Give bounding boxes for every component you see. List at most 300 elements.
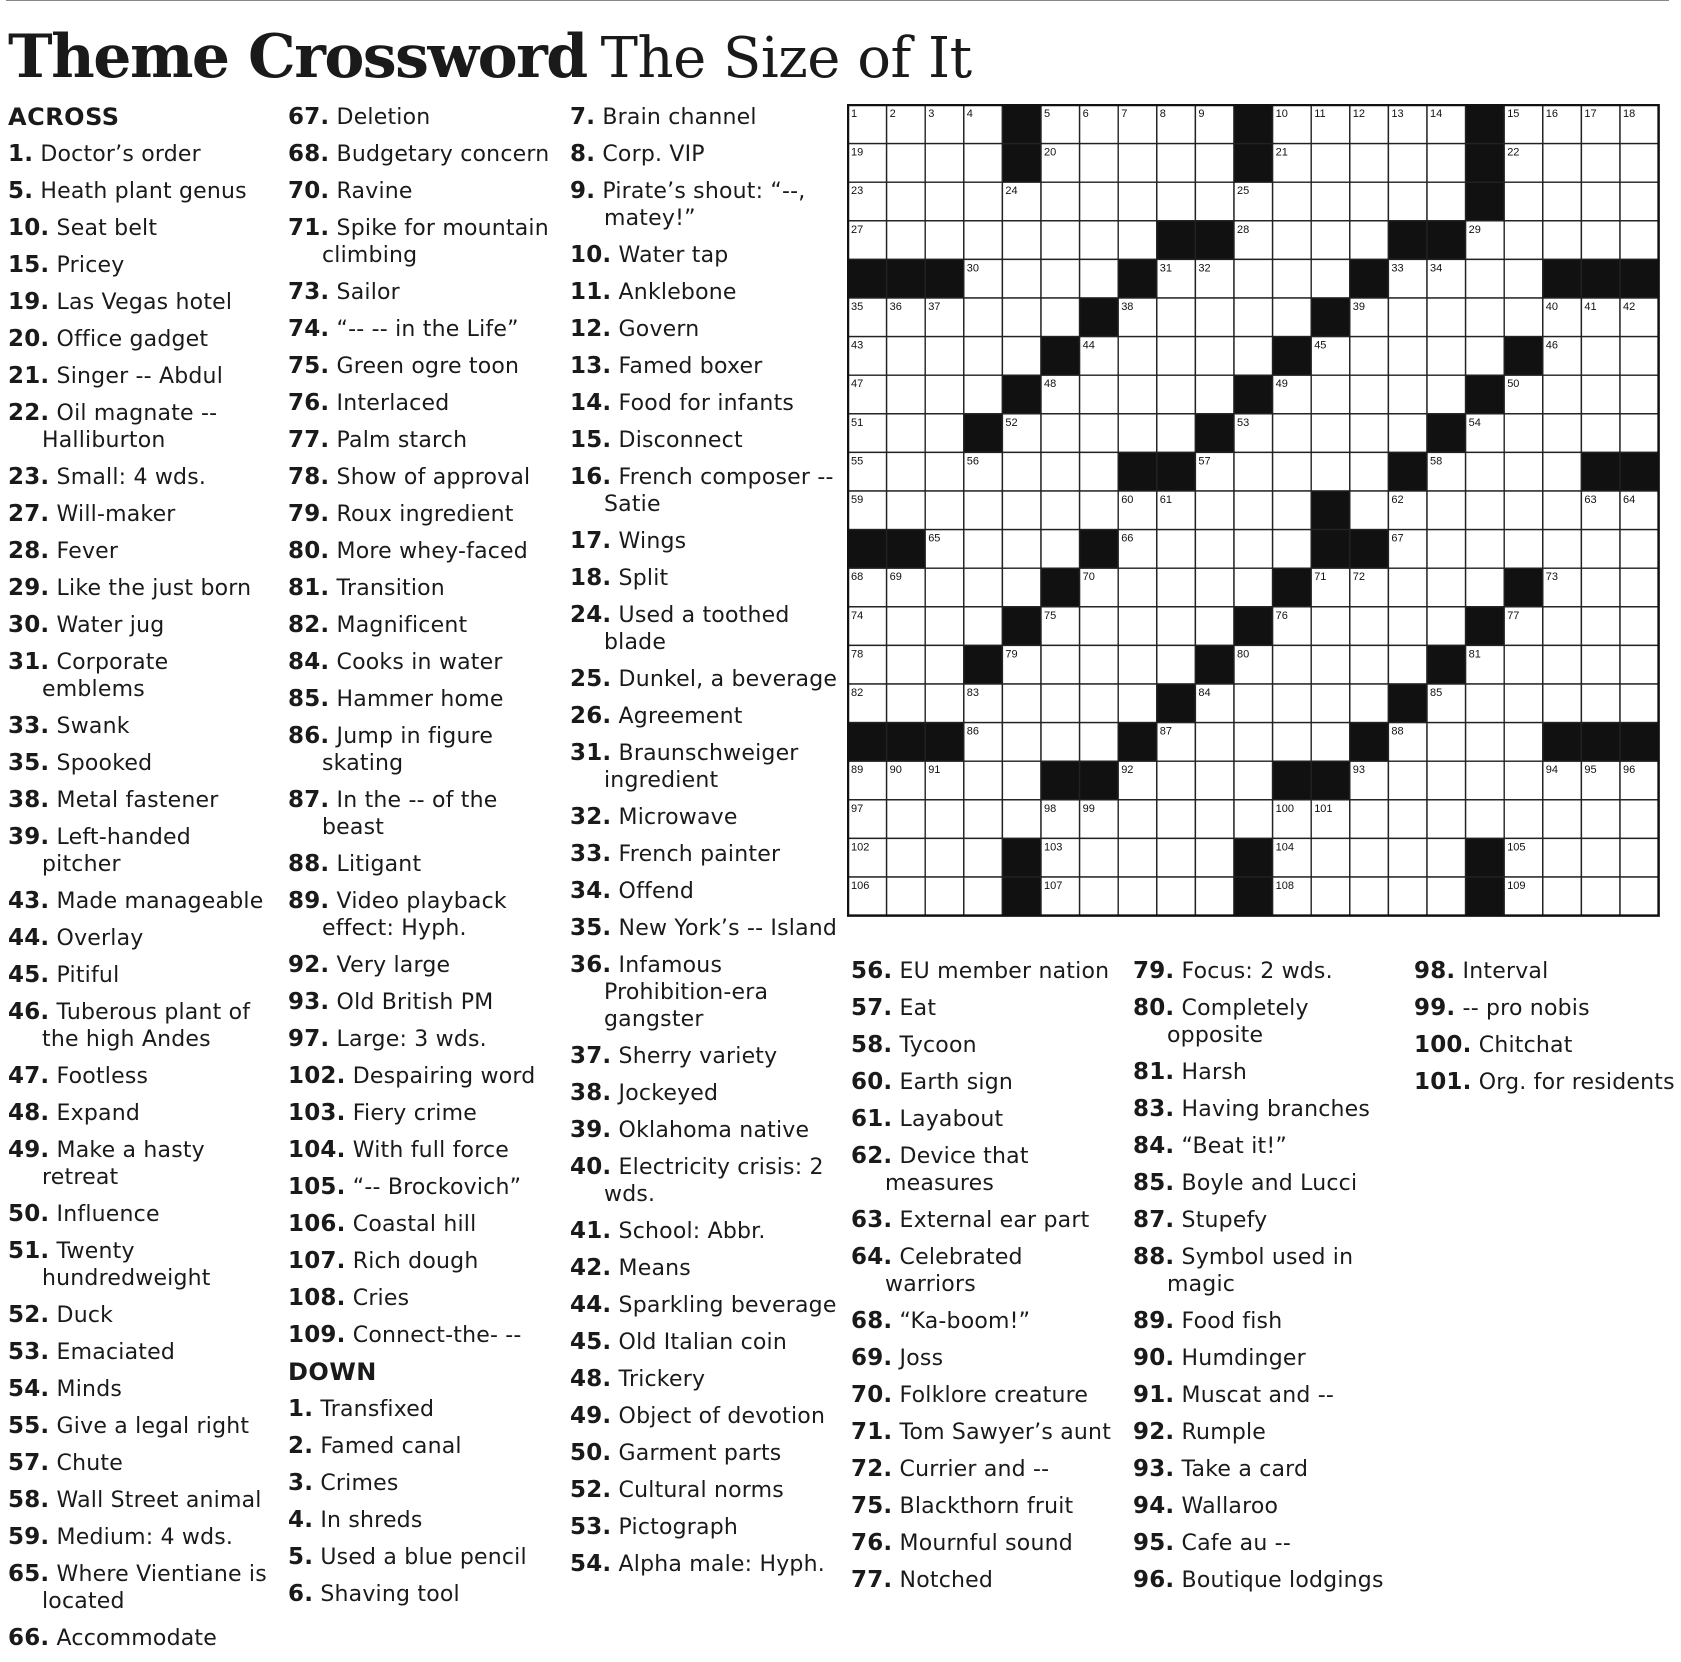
grid-cell[interactable] <box>1118 414 1157 453</box>
grid-cell[interactable] <box>1350 452 1389 491</box>
clue-number: 33. <box>570 841 612 867</box>
grid-cell[interactable] <box>1195 607 1234 646</box>
clue-text: Video playback effect: Hyph. <box>322 889 507 941</box>
grid-cell[interactable] <box>1388 298 1427 337</box>
grid-cell[interactable] <box>1581 221 1620 260</box>
grid-cell[interactable] <box>1002 800 1041 839</box>
grid-cell[interactable] <box>1157 568 1196 607</box>
grid-cell[interactable] <box>1388 761 1427 800</box>
grid-cell[interactable] <box>1195 298 1234 337</box>
grid-cell[interactable] <box>1273 221 1312 260</box>
grid-cell[interactable] <box>1002 221 1041 260</box>
grid-cell[interactable] <box>1311 375 1350 414</box>
grid-cell[interactable] <box>1504 414 1543 453</box>
grid-cell[interactable] <box>1504 645 1543 684</box>
grid-cell[interactable] <box>1080 838 1119 877</box>
grid-cell[interactable] <box>1002 684 1041 723</box>
grid-cell[interactable] <box>964 298 1003 337</box>
clue-text: Spike for mountain climbing <box>322 216 549 268</box>
grid-cell[interactable] <box>1581 414 1620 453</box>
grid-cell[interactable] <box>1157 607 1196 646</box>
grid-cell[interactable] <box>925 337 964 376</box>
grid-cell[interactable] <box>1195 182 1234 221</box>
grid-cell[interactable] <box>887 337 926 376</box>
grid-cell[interactable] <box>1466 452 1505 491</box>
grid-cell[interactable] <box>887 491 926 530</box>
grid-cell[interactable] <box>1234 568 1273 607</box>
grid-cell[interactable] <box>1581 337 1620 376</box>
grid-cell[interactable] <box>1041 452 1080 491</box>
grid-cell[interactable] <box>1157 182 1196 221</box>
grid-cell[interactable] <box>1157 414 1196 453</box>
grid-cell[interactable] <box>1273 298 1312 337</box>
grid-cell[interactable] <box>1427 144 1466 183</box>
grid-cell[interactable] <box>1504 259 1543 298</box>
grid-cell[interactable] <box>1234 452 1273 491</box>
clue-number: 22. <box>8 400 50 426</box>
grid-cell[interactable] <box>964 530 1003 569</box>
grid-cell[interactable] <box>925 877 964 916</box>
grid-cell[interactable] <box>1118 568 1157 607</box>
grid-cell[interactable] <box>1157 144 1196 183</box>
grid-cell[interactable] <box>1350 491 1389 530</box>
grid-cell[interactable] <box>1427 568 1466 607</box>
grid-cell[interactable] <box>1543 607 1582 646</box>
grid-cell[interactable] <box>1118 337 1157 376</box>
grid-cell[interactable] <box>1350 221 1389 260</box>
grid-cell[interactable] <box>1311 877 1350 916</box>
grid-cell[interactable] <box>925 144 964 183</box>
grid-cell[interactable] <box>1427 491 1466 530</box>
grid-cell[interactable] <box>925 182 964 221</box>
grid-cell[interactable] <box>1504 800 1543 839</box>
grid-cell[interactable] <box>887 800 926 839</box>
grid-cell[interactable] <box>925 375 964 414</box>
grid-cell[interactable] <box>1504 221 1543 260</box>
grid-cell[interactable] <box>1118 375 1157 414</box>
clue-number: 94. <box>1133 1493 1175 1519</box>
grid-cell[interactable] <box>1581 530 1620 569</box>
grid-cell[interactable] <box>1427 838 1466 877</box>
grid-cell[interactable] <box>1080 684 1119 723</box>
grid-cell[interactable] <box>1350 337 1389 376</box>
grid-cell[interactable] <box>1350 800 1389 839</box>
grid-cell[interactable] <box>964 761 1003 800</box>
grid-cell[interactable] <box>1350 144 1389 183</box>
grid-cell[interactable] <box>1002 530 1041 569</box>
grid-cell[interactable] <box>1466 568 1505 607</box>
grid-cell[interactable] <box>1466 298 1505 337</box>
grid-number: 41 <box>1584 301 1597 313</box>
grid-cell[interactable] <box>1620 337 1659 376</box>
grid-cell[interactable] <box>1504 530 1543 569</box>
grid-cell[interactable] <box>1620 800 1659 839</box>
clue-number: 14. <box>570 390 612 416</box>
grid-number: 93 <box>1352 764 1366 777</box>
grid-cell[interactable] <box>1504 491 1543 530</box>
grid-cell[interactable] <box>1195 761 1234 800</box>
grid-cell[interactable] <box>964 182 1003 221</box>
grid-cell[interactable] <box>1157 375 1196 414</box>
grid-cell[interactable] <box>1234 723 1273 762</box>
clue-number: 48. <box>8 1100 50 1126</box>
grid-cell[interactable] <box>1157 645 1196 684</box>
grid-cell[interactable] <box>1620 838 1659 877</box>
grid-cell[interactable] <box>1388 838 1427 877</box>
grid-cell[interactable] <box>1041 530 1080 569</box>
clue-number: 81. <box>288 575 330 601</box>
grid-cell[interactable] <box>1466 259 1505 298</box>
grid-cell[interactable] <box>1350 838 1389 877</box>
clue-text: Currier and -- <box>892 1457 1050 1482</box>
grid-cell[interactable] <box>1504 182 1543 221</box>
grid-cell[interactable] <box>1234 298 1273 337</box>
grid-cell[interactable] <box>1466 491 1505 530</box>
grid-cell[interactable] <box>1427 723 1466 762</box>
grid-cell[interactable] <box>1311 452 1350 491</box>
grid-cell[interactable] <box>1273 182 1312 221</box>
grid-cell[interactable] <box>964 375 1003 414</box>
clue-number: 60. <box>851 1069 893 1095</box>
grid-cell[interactable] <box>925 645 964 684</box>
grid-cell[interactable] <box>1388 182 1427 221</box>
grid-number: 27 <box>851 223 864 236</box>
grid-cell[interactable] <box>1427 182 1466 221</box>
grid-cell[interactable] <box>1118 182 1157 221</box>
grid-cell[interactable] <box>1195 723 1234 762</box>
grid-cell[interactable] <box>1195 530 1234 569</box>
grid-cell[interactable] <box>1388 414 1427 453</box>
grid-cell[interactable] <box>1620 645 1659 684</box>
grid-cell[interactable] <box>1234 684 1273 723</box>
grid-cell[interactable] <box>1234 800 1273 839</box>
grid-number: 3 <box>928 108 935 120</box>
grid-cell[interactable] <box>1543 414 1582 453</box>
grid-cell[interactable] <box>964 877 1003 916</box>
grid-cell[interactable] <box>887 645 926 684</box>
grid-number: 36 <box>889 301 902 313</box>
grid-cell[interactable] <box>1195 877 1234 916</box>
grid-cell[interactable] <box>1466 684 1505 723</box>
grid-cell[interactable] <box>1195 800 1234 839</box>
grid-cell[interactable] <box>1388 877 1427 916</box>
grid-cell[interactable] <box>925 684 964 723</box>
grid-cell[interactable] <box>1427 607 1466 646</box>
grid-cell[interactable] <box>1427 530 1466 569</box>
clue-number: 89. <box>288 888 330 914</box>
grid-cell[interactable] <box>1620 221 1659 260</box>
grid-block <box>1311 530 1350 569</box>
grid-cell[interactable] <box>887 877 926 916</box>
grid-cell[interactable] <box>1080 877 1119 916</box>
grid-cell[interactable] <box>1427 337 1466 376</box>
grid-cell[interactable] <box>1195 375 1234 414</box>
clue-text: Influence <box>49 1202 160 1227</box>
grid-cell[interactable] <box>1311 144 1350 183</box>
clue-number: 26. <box>570 703 612 729</box>
grid-cell[interactable] <box>1543 645 1582 684</box>
grid-cell[interactable] <box>1543 452 1582 491</box>
grid-cell[interactable] <box>1041 298 1080 337</box>
grid-cell[interactable] <box>1041 723 1080 762</box>
grid-cell[interactable] <box>1504 723 1543 762</box>
grid-number: 60 <box>1121 494 1134 506</box>
grid-cell[interactable] <box>1620 684 1659 723</box>
grid-cell[interactable] <box>887 182 926 221</box>
grid-cell[interactable] <box>1543 530 1582 569</box>
grid-cell[interactable] <box>1080 182 1119 221</box>
grid-cell[interactable] <box>1350 375 1389 414</box>
grid-cell[interactable] <box>1466 761 1505 800</box>
grid-cell[interactable] <box>1002 723 1041 762</box>
grid-cell[interactable] <box>1543 375 1582 414</box>
clue-item <box>1133 1096 1401 1123</box>
grid-cell[interactable] <box>1273 684 1312 723</box>
grid-cell[interactable] <box>964 568 1003 607</box>
grid-cell[interactable] <box>887 221 926 260</box>
grid-cell[interactable] <box>1273 491 1312 530</box>
grid-cell[interactable] <box>1041 414 1080 453</box>
grid-cell[interactable] <box>1195 568 1234 607</box>
grid-cell[interactable] <box>1620 375 1659 414</box>
grid-cell[interactable] <box>1427 375 1466 414</box>
grid-cell[interactable] <box>1427 298 1466 337</box>
grid-cell[interactable] <box>1620 414 1659 453</box>
grid-cell[interactable] <box>1118 144 1157 183</box>
grid-cell[interactable] <box>1041 684 1080 723</box>
grid-cell[interactable] <box>964 144 1003 183</box>
grid-cell[interactable] <box>1620 877 1659 916</box>
grid-cell[interactable] <box>1581 375 1620 414</box>
grid-cell[interactable] <box>1041 491 1080 530</box>
grid-cell[interactable] <box>1311 259 1350 298</box>
grid-cell[interactable] <box>1157 761 1196 800</box>
grid-cell[interactable] <box>1195 144 1234 183</box>
grid-cell[interactable] <box>1581 182 1620 221</box>
clue-number: 35. <box>8 750 50 776</box>
grid-cell[interactable] <box>1466 800 1505 839</box>
grid-cell[interactable] <box>1234 491 1273 530</box>
grid-cell[interactable] <box>964 607 1003 646</box>
grid-cell[interactable] <box>1080 645 1119 684</box>
grid-cell[interactable] <box>1504 684 1543 723</box>
clue-text: Roux ingredient <box>329 502 514 527</box>
grid-cell[interactable] <box>1041 645 1080 684</box>
grid-cell[interactable] <box>964 337 1003 376</box>
grid-cell[interactable] <box>1581 877 1620 916</box>
grid-cell[interactable] <box>1581 607 1620 646</box>
grid-cell[interactable] <box>1311 221 1350 260</box>
grid-cell[interactable] <box>1002 568 1041 607</box>
grid-cell[interactable] <box>1466 530 1505 569</box>
grid-cell[interactable] <box>1543 491 1582 530</box>
grid-number: 28 <box>1237 223 1250 236</box>
grid-cell[interactable] <box>1118 607 1157 646</box>
grid-cell[interactable] <box>1543 877 1582 916</box>
clue-text: Pitiful <box>49 963 120 988</box>
grid-cell[interactable] <box>925 800 964 839</box>
grid-cell[interactable] <box>1466 337 1505 376</box>
grid-cell[interactable] <box>1311 723 1350 762</box>
grid-cell[interactable] <box>1195 491 1234 530</box>
grid-cell[interactable] <box>1543 838 1582 877</box>
grid-cell[interactable] <box>1620 144 1659 183</box>
grid-cell[interactable] <box>1118 877 1157 916</box>
grid-cell[interactable] <box>1427 877 1466 916</box>
grid-cell[interactable] <box>1118 684 1157 723</box>
grid-cell[interactable] <box>925 452 964 491</box>
grid-cell[interactable] <box>1350 877 1389 916</box>
grid-cell[interactable] <box>1311 607 1350 646</box>
grid-cell[interactable] <box>1388 375 1427 414</box>
clue-item <box>570 464 838 518</box>
grid-cell[interactable] <box>1388 568 1427 607</box>
grid-cell[interactable] <box>887 144 926 183</box>
grid-block <box>1157 452 1196 491</box>
grid-cell[interactable] <box>1350 684 1389 723</box>
clue-number: 87. <box>1133 1207 1175 1233</box>
grid-cell[interactable] <box>1388 144 1427 183</box>
grid-cell[interactable] <box>1620 530 1659 569</box>
grid-cell[interactable] <box>1002 337 1041 376</box>
grid-cell[interactable] <box>1118 838 1157 877</box>
grid-cell[interactable] <box>887 607 926 646</box>
grid-cell[interactable] <box>1543 684 1582 723</box>
grid-cell[interactable] <box>1427 761 1466 800</box>
grid-cell[interactable] <box>1620 568 1659 607</box>
grid-cell[interactable] <box>1080 723 1119 762</box>
grid-cell[interactable] <box>1157 800 1196 839</box>
grid-cell[interactable] <box>1234 259 1273 298</box>
grid-cell[interactable] <box>1273 530 1312 569</box>
grid-cell[interactable] <box>1581 144 1620 183</box>
grid-cell[interactable] <box>1620 607 1659 646</box>
grid-cell[interactable] <box>925 607 964 646</box>
clue-text: Completely opposite <box>1167 996 1309 1048</box>
grid-cell[interactable] <box>1581 838 1620 877</box>
grid-cell[interactable] <box>964 800 1003 839</box>
grid-cell[interactable] <box>1080 491 1119 530</box>
grid-cell[interactable] <box>1273 645 1312 684</box>
grid-cell[interactable] <box>1157 838 1196 877</box>
grid-cell[interactable] <box>1388 607 1427 646</box>
grid-cell[interactable] <box>964 221 1003 260</box>
grid-cell[interactable] <box>1581 800 1620 839</box>
grid-cell[interactable] <box>925 838 964 877</box>
grid-cell[interactable] <box>1118 645 1157 684</box>
grid-cell[interactable] <box>1311 414 1350 453</box>
grid-cell[interactable] <box>1080 414 1119 453</box>
grid-cell[interactable] <box>1273 723 1312 762</box>
grid-cell[interactable] <box>1350 607 1389 646</box>
grid-cell[interactable] <box>1157 298 1196 337</box>
grid-cell[interactable] <box>964 838 1003 877</box>
clue-item <box>570 1080 838 1107</box>
grid-cell[interactable] <box>1504 298 1543 337</box>
grid-cell[interactable] <box>1273 452 1312 491</box>
grid-cell[interactable] <box>1234 530 1273 569</box>
grid-number: 32 <box>1198 262 1211 275</box>
grid-cell[interactable] <box>1543 182 1582 221</box>
grid-cell[interactable] <box>925 414 964 453</box>
grid-cell[interactable] <box>1234 337 1273 376</box>
grid-cell[interactable] <box>1002 491 1041 530</box>
grid-cell[interactable] <box>1311 645 1350 684</box>
grid-cell[interactable] <box>1080 452 1119 491</box>
grid-cell[interactable] <box>1504 761 1543 800</box>
grid-cell[interactable] <box>1080 221 1119 260</box>
grid-cell[interactable] <box>1350 645 1389 684</box>
grid-cell[interactable] <box>1273 414 1312 453</box>
grid-cell[interactable] <box>1157 877 1196 916</box>
grid-cell[interactable] <box>1118 221 1157 260</box>
grid-cell[interactable] <box>1543 144 1582 183</box>
grid-block <box>1002 375 1041 414</box>
grid-cell[interactable] <box>1311 838 1350 877</box>
grid-cell[interactable] <box>1234 761 1273 800</box>
grid-cell[interactable] <box>1041 182 1080 221</box>
grid-cell[interactable] <box>1388 800 1427 839</box>
clue-text: Microwave <box>611 805 738 830</box>
grid-cell[interactable] <box>1504 452 1543 491</box>
grid-cell[interactable] <box>887 838 926 877</box>
grid-cell[interactable] <box>1581 684 1620 723</box>
grid-cell[interactable] <box>1581 645 1620 684</box>
grid-cell[interactable] <box>1195 838 1234 877</box>
grid-cell[interactable] <box>1080 375 1119 414</box>
grid-cell[interactable] <box>1157 337 1196 376</box>
grid-cell[interactable] <box>925 221 964 260</box>
grid-cell[interactable] <box>1041 221 1080 260</box>
grid-cell[interactable] <box>1543 800 1582 839</box>
grid-cell[interactable] <box>1350 182 1389 221</box>
grid-cell[interactable] <box>887 452 926 491</box>
grid-cell[interactable] <box>1350 414 1389 453</box>
grid-cell[interactable] <box>1002 761 1041 800</box>
grid-cell[interactable] <box>1581 568 1620 607</box>
grid-cell[interactable] <box>1195 337 1234 376</box>
grid-cell[interactable] <box>1311 684 1350 723</box>
clue-text: Device that measures <box>885 1144 1029 1196</box>
grid-cell[interactable] <box>887 375 926 414</box>
crossword-grid <box>847 104 1667 924</box>
grid-cell[interactable] <box>1002 452 1041 491</box>
grid-cell[interactable] <box>925 491 964 530</box>
grid-cell[interactable] <box>1466 723 1505 762</box>
grid-cell[interactable] <box>1388 337 1427 376</box>
grid-cell[interactable] <box>1080 259 1119 298</box>
clue-text: Crimes <box>313 1471 399 1496</box>
grid-cell[interactable] <box>1273 259 1312 298</box>
grid-cell[interactable] <box>1311 182 1350 221</box>
grid-cell[interactable] <box>1002 259 1041 298</box>
grid-cell[interactable] <box>1118 800 1157 839</box>
grid-cell[interactable] <box>887 684 926 723</box>
grid-cell[interactable] <box>1620 182 1659 221</box>
grid-cell[interactable] <box>1157 530 1196 569</box>
grid-cell[interactable] <box>1080 607 1119 646</box>
grid-cell[interactable] <box>1002 298 1041 337</box>
grid-cell[interactable] <box>1427 800 1466 839</box>
grid-cell[interactable] <box>964 491 1003 530</box>
grid-block <box>1234 607 1273 646</box>
grid-cell[interactable] <box>1388 645 1427 684</box>
grid-cell[interactable] <box>1543 221 1582 260</box>
grid-cell[interactable] <box>925 568 964 607</box>
grid-cell[interactable] <box>887 414 926 453</box>
grid-cell[interactable] <box>1041 259 1080 298</box>
grid-cell[interactable] <box>1080 144 1119 183</box>
